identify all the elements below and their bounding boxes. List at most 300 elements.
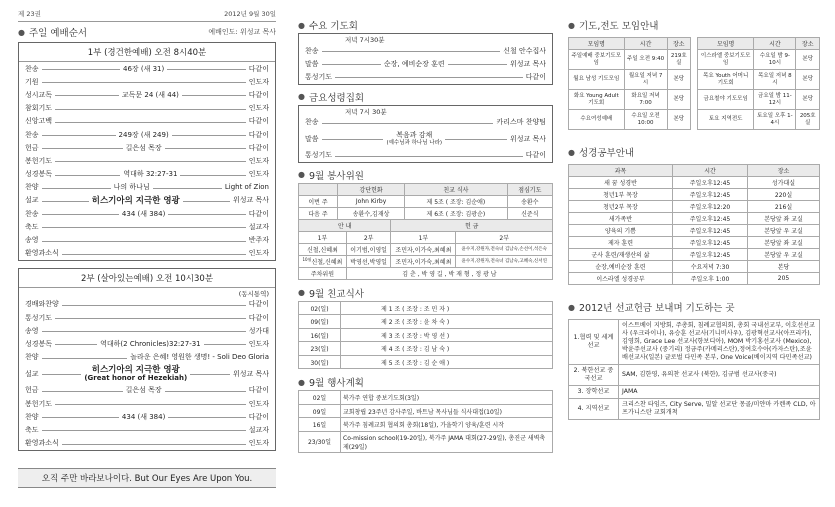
table-header-cell: 시간 <box>624 38 667 50</box>
program-person: 설교자 <box>248 425 269 434</box>
table-cell: 본당 <box>667 70 690 90</box>
program-item: 축도 <box>25 222 39 231</box>
program-row <box>25 311 269 324</box>
dotted-line <box>55 122 246 123</box>
program-person: 위성교 목사 <box>232 196 270 205</box>
program-detail: 역대하 32:27-31 <box>123 170 178 179</box>
program-row <box>25 207 269 220</box>
table-header-row <box>698 38 820 50</box>
program-person: 다같이 <box>248 90 270 99</box>
table-row <box>299 418 553 432</box>
table-cell: 목요일 저녁 8시 <box>754 70 796 90</box>
program-person: 인도자 <box>248 104 269 113</box>
program-row <box>305 44 546 57</box>
program-row <box>25 437 269 450</box>
program-item: 환영과소식 <box>25 439 59 448</box>
dotted-line <box>168 214 245 215</box>
dotted-line <box>42 417 119 418</box>
program-person: 인도자 <box>248 170 270 179</box>
table-cell: 성가대실 <box>748 177 820 189</box>
table-cell: 본당 <box>796 50 820 70</box>
program-row <box>305 116 546 129</box>
table-row <box>569 386 820 399</box>
table-row <box>569 213 820 225</box>
program-row <box>25 62 269 75</box>
program-item: 찬송 <box>25 130 39 139</box>
table-cell: 제 3 조 ( 조장 : 박 영 선 ) <box>341 328 553 342</box>
circle-bullet-icon: ● <box>298 20 305 30</box>
dotted-line <box>42 188 111 189</box>
table-cell: 본당앞 좌 교실 <box>748 213 820 225</box>
dotted-line <box>165 391 246 392</box>
sub-head-usher: 안 내 <box>299 219 391 231</box>
table-cell: 교회창립 23주년 감사주일, 바트남 목사님들 식사대접(10일) <box>341 404 553 418</box>
circle-bullet-icon: ● <box>18 27 25 37</box>
dotted-line <box>42 69 120 70</box>
program-person: 성가대 <box>248 326 269 335</box>
table-cell: 이스라엘 중보기도모임 <box>698 50 754 70</box>
table-row <box>698 90 820 110</box>
program-detail: 나의 하나님 <box>113 183 150 192</box>
second-service-rows <box>25 298 269 450</box>
table-cell: 토요 지역전도 <box>698 110 754 130</box>
program-row <box>25 337 269 350</box>
dotted-line <box>165 148 246 149</box>
program-row <box>25 397 269 410</box>
program-item: 참회기도 <box>25 104 53 113</box>
program-detail <box>84 366 187 381</box>
dotted-line <box>204 344 246 345</box>
circle-bullet-icon: ● <box>298 92 305 102</box>
table-cell: 220실 <box>748 189 820 201</box>
table-cell: 4. 지역선교 <box>569 399 619 420</box>
program-item: 기원 <box>25 77 39 86</box>
program-row <box>25 168 269 181</box>
dotted-line <box>322 123 494 124</box>
program-item: 찬양 <box>25 353 39 362</box>
table-row <box>698 50 820 70</box>
table-row <box>299 355 553 369</box>
table-row <box>569 249 820 261</box>
program-row <box>25 128 269 141</box>
table-header-cell: 시간 <box>672 165 747 177</box>
dotted-line <box>55 175 120 176</box>
missions-table <box>568 319 820 420</box>
dotted-line <box>55 344 97 345</box>
program-detail: 249장 (새 249) <box>118 130 169 139</box>
table-header-cell: 과목 <box>569 165 673 177</box>
table-cell: 02(일) <box>299 301 341 315</box>
first-service-rows <box>25 62 269 260</box>
program-person: 인도자 <box>248 77 269 86</box>
table-cell: 새 꿈 성경반 <box>569 177 673 189</box>
table-row <box>569 201 820 213</box>
program-detail-main: 히스기아의 지극한 영광 <box>91 365 180 376</box>
program-item: 축도 <box>25 425 39 434</box>
program-person: 인도자 <box>248 439 269 448</box>
program-item: 경배와찬양 <box>25 300 59 309</box>
program-row <box>25 324 269 337</box>
first-service-title: 1부 (경건한예배) 오전 8시40분 <box>19 43 275 62</box>
table-row <box>569 70 691 90</box>
table-cell: 주일오후12:45 <box>672 177 747 189</box>
table-cell: 수요일 오전 10:00 <box>624 110 667 130</box>
program-row <box>25 233 269 246</box>
table-cell: 제 1 조 ( 조장 : 조 민 자 ) <box>341 301 553 315</box>
volunteers-sub-table: 안 내 헌 금 1부 2부 1부 2부 신철,신혜최 이기범,이영일 조민자,이가숙,최혜최 윤수지,강원자,전숙녀 김남숙,손선이,석은숙 $^{10월}$신철,신혜최 박영선,박영일 조민자,이가숙,최혜최 윤수지,강원자,전숙녀 김남숙,고혜숙,신서연 주차위원 김 춘 , 박 영 길 , 박 재 형 , 정 광 남 <box>298 219 553 280</box>
table-cell: 이스라엘 성경공부 <box>569 273 673 285</box>
dotted-line <box>42 148 123 149</box>
dotted-line <box>55 109 246 110</box>
program-person: 다같이 <box>248 300 269 309</box>
program-item: 신앙고백 <box>25 117 53 126</box>
program-item: 통성기도 <box>305 72 333 81</box>
table-cell: 주일오후12:45 <box>672 249 747 261</box>
program-person: 인도자 <box>248 249 269 258</box>
table-cell: 북가주 연합 중보기도회(3일) <box>341 391 553 405</box>
table-cell: 1.협력 및 세계선교 <box>569 320 619 365</box>
program-person: 다같이 <box>248 209 270 218</box>
program-row <box>25 351 269 364</box>
column-meetings <box>298 0 553 453</box>
circle-bullet-icon: ● <box>298 170 305 180</box>
table-cell: Co-mission school(19-20일), 북가주 JAMA 대회(27-29일), 총진군 새벽축제(29일) <box>341 431 553 452</box>
dotted-line <box>335 77 523 78</box>
table-cell: 제자 훈련 <box>569 237 673 249</box>
program-person: 반주자 <box>248 236 269 245</box>
meetings-tables <box>568 37 820 130</box>
program-item: 송영 <box>25 326 39 335</box>
table-cell: 주일 오전 9:40 <box>624 50 667 70</box>
program-person: 신철 안수집사 <box>503 46 546 55</box>
table-row <box>299 342 553 356</box>
program-row <box>25 154 269 167</box>
table-cell: 본당 <box>667 90 690 110</box>
program-item: 설교 <box>25 196 39 205</box>
vol-head-0: 강단헌화 <box>338 183 405 195</box>
program-item: 봉헌기도 <box>25 156 53 165</box>
program-item: 말씀 <box>305 134 319 143</box>
fri-rows <box>305 116 546 162</box>
dotted-line <box>42 135 116 136</box>
program-detail: 46장 (새 31) <box>122 64 165 73</box>
table-cell: 23(일) <box>299 342 341 356</box>
dotted-line <box>62 305 246 306</box>
table-cell: 본당앞 좌 교실 <box>748 237 820 249</box>
program-item: 성경봉독 <box>25 339 53 348</box>
table-cell: 주일예배 중보기도모임 <box>569 50 625 70</box>
first-service-box <box>18 42 276 261</box>
program-detail <box>386 131 442 146</box>
table-cell: 205호실 <box>796 110 820 130</box>
dotted-line <box>42 82 246 83</box>
wed-time: 저녁 7시30분 <box>345 36 385 44</box>
dotted-line <box>42 201 89 202</box>
study-table <box>568 164 820 285</box>
meetings-title: ● 기도,전도 모임안내 <box>568 20 659 32</box>
dotted-line <box>335 156 523 157</box>
meetings-table-right <box>697 37 820 130</box>
table-cell: 본당앞 우 교실 <box>748 225 820 237</box>
program-row <box>25 75 269 88</box>
wed-title: ● 수요 기도회 <box>298 20 358 32</box>
program-item: 성경봉독 <box>25 170 53 179</box>
program-row <box>25 247 269 260</box>
table-row <box>698 70 820 90</box>
table-cell: 09일 <box>299 404 341 418</box>
program-row <box>25 181 269 194</box>
table-cell: 청년1부 목장 <box>569 189 673 201</box>
program-person: 인도자 <box>248 156 269 165</box>
program-item: 봉헌기도 <box>25 399 53 408</box>
program-row <box>25 115 269 128</box>
events-table <box>298 390 553 453</box>
table-cell: 목요 Youth 어머니 기도회 <box>698 70 754 90</box>
dotted-line <box>55 318 246 319</box>
table-cell: 제 4 조 ( 조장 : 김 남 숙 ) <box>341 342 553 356</box>
service-leader: 예배인도: 위성교 목사 <box>208 28 276 36</box>
table-row <box>299 328 553 342</box>
table-cell: 새가족반 <box>569 213 673 225</box>
program-row <box>25 384 269 397</box>
table-row <box>569 261 820 273</box>
table-row <box>569 273 820 285</box>
table-cell: 본당 <box>748 261 820 273</box>
table-cell: 월요 남성 기도모임 <box>569 70 625 90</box>
program-person: 인도자 <box>248 339 270 348</box>
program-detail-sub: (예수님과 하나님 나라) <box>386 140 443 147</box>
table-cell: 화요 Young Adult 기도회 <box>569 90 625 110</box>
table-header-cell: 장소 <box>796 38 820 50</box>
program-item: 찬송 <box>25 64 39 73</box>
table-row: 주차위원 김 춘 , 박 영 길 , 박 재 형 , 정 광 남 <box>299 267 553 279</box>
table-row <box>299 431 553 452</box>
vol-head-2: 점심기도 <box>507 183 552 195</box>
table-cell: 205 <box>748 273 820 285</box>
table-cell: 제 5 조 ( 조장 : 김 순 애 ) <box>341 355 553 369</box>
program-row <box>25 423 269 436</box>
table-cell: 금요철야 기도모임 <box>698 90 754 110</box>
dotted-line <box>55 95 119 96</box>
table-cell: 02일 <box>299 391 341 405</box>
table-cell: 23/30일 <box>299 431 341 452</box>
table-row <box>569 237 820 249</box>
meetings-table-left <box>568 37 691 130</box>
motto-banner: 오직 주만 바라보나이다. But Our Eyes Are Upon You. <box>18 468 276 488</box>
dotted-line <box>55 404 246 405</box>
table-cell: 주일오후12:45 <box>672 225 747 237</box>
dotted-line <box>42 241 246 242</box>
program-item: 찬양 <box>25 183 39 192</box>
program-person: 위성교 목사 <box>232 369 270 378</box>
second-service-title: 2부 (살아있는예배) 오전 10시30분 <box>19 269 275 288</box>
program-row <box>25 194 269 207</box>
program-detail: 히스기아의 지극한 영광 <box>91 196 180 207</box>
table-row <box>299 301 553 315</box>
program-person: 다같이 <box>248 117 269 126</box>
program-row <box>25 410 269 423</box>
dotted-line <box>42 374 82 375</box>
table-row <box>569 90 691 110</box>
table-cell: 2. 북한선교 중국선교 <box>569 365 619 386</box>
table-header-cell: 모임명 <box>698 38 754 50</box>
dotted-line <box>55 161 246 162</box>
program-detail: 순장, 예비순장 훈련 <box>383 59 445 68</box>
table-header-cell: 모임명 <box>569 38 625 50</box>
table-cell: 3. 장학선교 <box>569 386 619 399</box>
circle-bullet-icon: ● <box>298 288 305 298</box>
fellowship-table <box>298 301 553 370</box>
fri-title: ● 금요성령집회 <box>298 92 365 104</box>
program-row <box>25 141 269 154</box>
table-row <box>569 225 820 237</box>
dotted-line <box>167 69 245 70</box>
dotted-line <box>62 444 246 445</box>
wed-box <box>298 33 553 85</box>
program-item: 찬양 <box>25 412 39 421</box>
vol-head-1: 친교 식사 <box>405 183 508 195</box>
table-cell: 30(일) <box>299 355 341 369</box>
program-item: 통성기도 <box>305 151 333 160</box>
table-cell: 수요저녁 7:30 <box>672 261 747 273</box>
dotted-line <box>42 358 128 359</box>
service-order-title: ● 주일 예배순서 예배인도: 위성교 목사 <box>18 27 276 39</box>
program-person: 카리스마 찬양팀 <box>496 118 546 127</box>
table-cell: 본당 <box>796 90 820 110</box>
program-person: 다같이 <box>248 64 269 73</box>
circle-bullet-icon: ● <box>568 302 575 312</box>
table-row <box>569 399 820 420</box>
table-cell: 수요여성예배 <box>569 110 625 130</box>
events-title: ● 9월 행사계획 <box>298 377 364 390</box>
table-row <box>299 404 553 418</box>
missions-title: ● 2012년 선교헌금 보내며 기도하는 곳 <box>568 302 735 314</box>
circle-bullet-icon: ● <box>568 147 575 157</box>
table-cell: 월요일 저녁 7시 <box>624 70 667 90</box>
wed-rows <box>305 44 546 84</box>
dotted-line <box>172 135 246 136</box>
table-cell: 북가주 침례교회 협의회 총회(18일), 가을학기 양육/훈련 시작 <box>341 418 553 432</box>
table-header-row <box>569 165 820 177</box>
program-person: 다같이 <box>248 143 269 152</box>
program-detail: 길은섬 목장 <box>125 143 162 152</box>
table-cell: 본당앞 우 교실 <box>748 249 820 261</box>
program-row <box>305 149 546 162</box>
table-cell: JAMA <box>619 386 820 399</box>
program-row <box>25 364 269 384</box>
table-cell: 양육의 기쁨 <box>569 225 673 237</box>
program-detail: 434 (새 384) <box>121 209 166 218</box>
program-row <box>305 70 546 83</box>
program-row <box>25 298 269 311</box>
table-cell: 토요일 오후 1-4시 <box>754 110 796 130</box>
table-cell: 09(일) <box>299 315 341 329</box>
dotted-line <box>180 175 245 176</box>
second-service-box <box>18 268 276 451</box>
program-person: 설교자 <box>248 222 269 231</box>
column-service-order <box>18 0 276 484</box>
volunteers-table <box>298 183 553 220</box>
program-person: 다같이 <box>248 130 269 139</box>
program-detail-sub: (Great honor of Hezekiah) <box>84 374 188 383</box>
table-row <box>569 189 820 201</box>
table-cell: 주일오후12:45 <box>672 237 747 249</box>
program-person: 다같이 <box>248 412 270 421</box>
program-item: 통성기도 <box>25 313 53 322</box>
table-header-cell: 시간 <box>754 38 796 50</box>
dotted-line <box>62 254 246 255</box>
program-detail: 역대하(2 Chronicles)32:27-31 <box>100 339 201 348</box>
page-header <box>18 0 276 22</box>
table-cell: 본당 <box>667 110 690 130</box>
program-item: 설교 <box>25 369 39 378</box>
table-row <box>299 315 553 329</box>
fellowship-title: ● 9월 친교식사 <box>298 288 364 300</box>
program-row <box>25 88 269 101</box>
second-service-subtitle: (동시통역) <box>238 289 269 298</box>
table-cell: 화요일 저녁7:00 <box>624 90 667 110</box>
table-row <box>569 50 691 70</box>
program-item: 찬송 <box>25 209 39 218</box>
sub-head-offering: 헌 금 <box>391 219 553 231</box>
table-row: 이번 주 John Kirby 제 5조 ( 조장: 김순애) 송환수 <box>299 195 553 207</box>
program-detail: 434 (새 384) <box>121 412 166 421</box>
table-row <box>569 110 691 130</box>
program-item: 송영 <box>25 236 39 245</box>
table-row: 다음 주 송환수,김재상 제 6조 ( 조장: 김광순) 신준식 <box>299 207 553 219</box>
dotted-line <box>445 139 507 140</box>
dotted-line <box>190 374 230 375</box>
table-cell: 주일오후 1:00 <box>672 273 747 285</box>
program-item: 찬송 <box>305 46 319 55</box>
program-person: 다같이 <box>248 386 269 395</box>
program-item: 헌금 <box>25 143 39 152</box>
program-item: 헌금 <box>25 386 39 395</box>
table-cell: 크리스찬 타임즈, City Serve, 밀알 선교단 몽골/미얀마 카렌족 CLD, 아프가니스탄 교회개척 <box>619 399 820 420</box>
dotted-line <box>168 417 245 418</box>
program-detail: 교독문 24 (새 44) <box>121 90 179 99</box>
table-row <box>569 177 820 189</box>
column-info <box>568 0 820 420</box>
program-row <box>25 220 269 233</box>
table-cell: 16(일) <box>299 328 341 342</box>
program-item: 찬송 <box>305 118 319 127</box>
table-cell: 군사 훈련/재생산의 삶 <box>569 249 673 261</box>
table-cell: 주일오후12:45 <box>672 189 747 201</box>
dotted-line <box>42 430 246 431</box>
dotted-line <box>322 64 381 65</box>
program-person: 다같이 <box>525 72 546 81</box>
dotted-line <box>42 331 246 332</box>
program-person: 다같이 <box>248 313 269 322</box>
program-person: 위성교 목사 <box>509 134 546 143</box>
table-cell: 제 2 조 ( 조장 : 윤 차 숙 ) <box>341 315 553 329</box>
table-cell: 본당 <box>796 70 820 90</box>
fri-box <box>298 105 553 163</box>
table-cell: 수요일 밤 9-10시 <box>754 50 796 70</box>
table-row <box>299 391 553 405</box>
dotted-line <box>182 95 246 96</box>
program-detail-main: 복음과 감채 <box>396 131 433 140</box>
table-cell: 216실 <box>748 201 820 213</box>
circle-bullet-icon: ● <box>568 20 575 30</box>
dotted-line <box>322 51 501 52</box>
table-header-cell: 장소 <box>667 38 690 50</box>
dotted-line <box>153 188 222 189</box>
program-row <box>25 102 269 115</box>
program-item: 환영과소식 <box>25 249 59 258</box>
fri-time: 저녁 7시 30분 <box>345 107 387 116</box>
